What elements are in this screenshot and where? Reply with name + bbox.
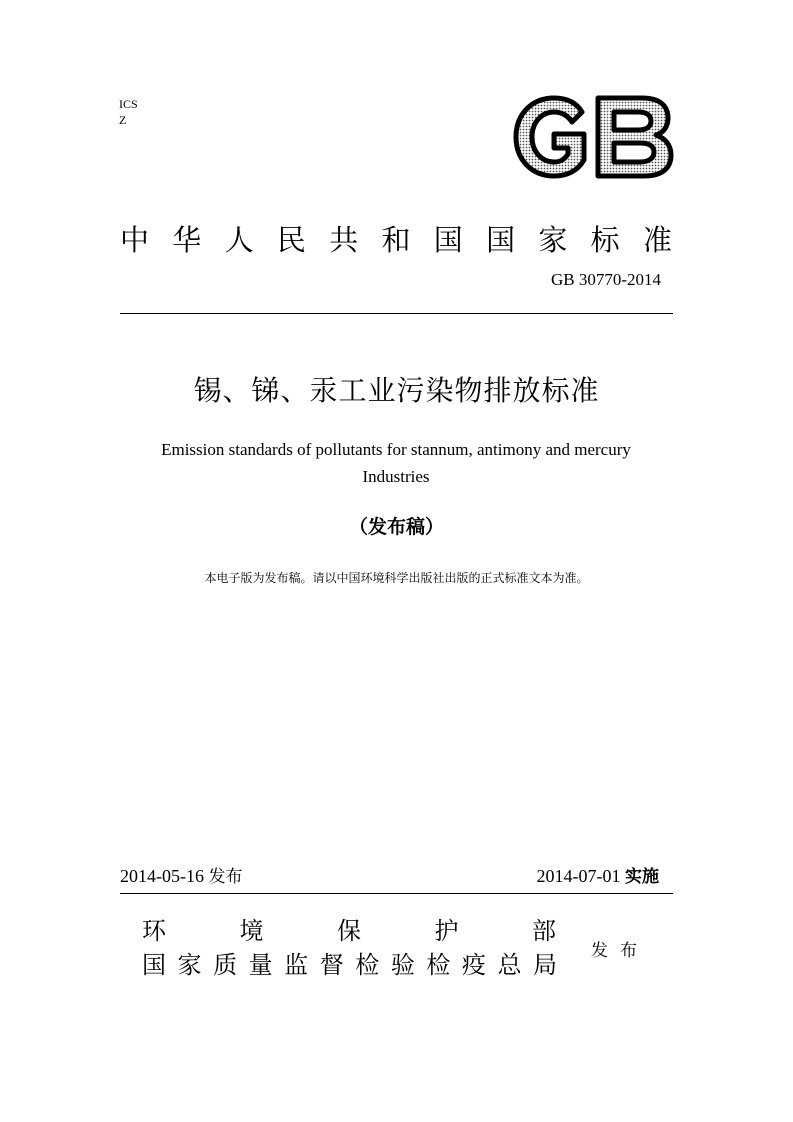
title-english-line2: Industries [362,467,430,486]
issuer-ministry: 环 境 保 护 部 [142,917,556,945]
top-divider [120,313,673,314]
implement-date-block [537,862,660,887]
issue-label: 发布 [208,867,243,887]
standard-number: GB 30770-2014 [550,270,661,289]
title-chinese: 锡、锑、汞工业污染物排放标准 [193,374,600,407]
issuer-aqsiq: 国家质量监督检验检疫总局 [142,951,556,979]
notice-text: 本电子版为发布稿。请以中国环境科学出版社出版的正式标准文本为准。 [204,571,589,585]
gb-logo [510,92,675,182]
national-standard-title: 中华人民共和国国家标准 [120,223,672,257]
classification-code: Z [119,113,127,127]
publish-label: 发布 [591,941,649,961]
implement-date: 2014-07-01 [536,866,621,886]
title-english-line1: Emission standards of pollutants for stannum, antimony and mercury [161,440,631,459]
bottom-divider [120,893,673,894]
implement-label: 实施 [625,867,659,887]
issue-date: 2014-05-16 [120,866,204,886]
draft-label: （发布稿） [348,516,444,538]
title-english [96,436,696,490]
ics-label: ICS [119,97,138,111]
issue-date-block [120,862,243,887]
ics-block [119,96,138,128]
